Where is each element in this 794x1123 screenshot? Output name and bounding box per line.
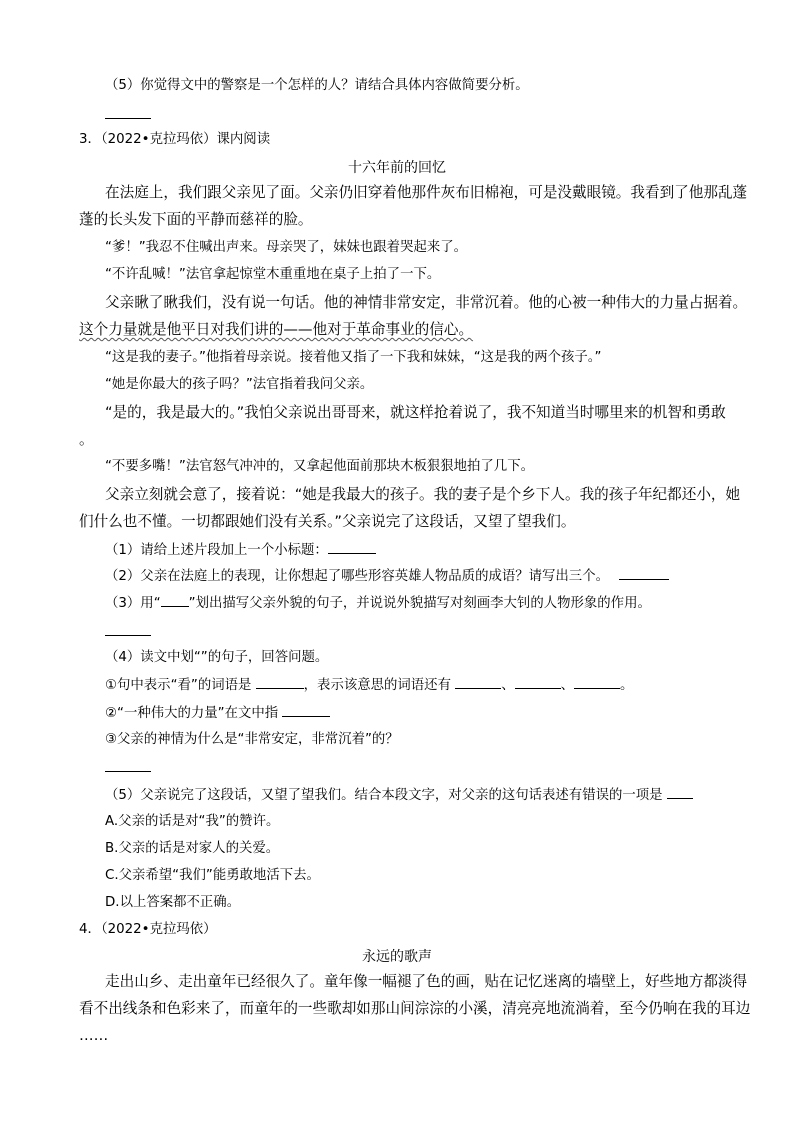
- question-2-5: （5）你觉得文中的警察是一个怎样的人？请结合具体内容做简要分析。: [105, 78, 529, 93]
- answer-blank: [515, 676, 561, 689]
- answer-blank: [105, 118, 151, 119]
- sub-question-4-2: ②“一种伟大的力量”在文中指: [105, 704, 330, 723]
- question-4-header: 4．（2022•克拉玛依）: [79, 922, 217, 937]
- sub-question-1: （1）请给上述片段加上一个小标题：: [105, 541, 376, 560]
- answer-blank: [574, 676, 620, 689]
- paragraph-line: 父亲瞅了瞅我们，没有说一句话。他的神情非常安定，非常沉着。他的心被一种伟大的力量占据着。: [105, 294, 748, 311]
- paragraph-line: “是的，我是最大的。”我怕父亲说出哥哥来，就这样抢着说了，我不知道当时哪里来的机智和勇敢: [105, 404, 726, 421]
- paragraph-line: “不许乱喊！”法官拿起惊堂木重重地在桌子上拍了一下。: [105, 267, 441, 282]
- sub-question-4-3: ③父亲的神情为什么是“非常安定，非常沉着”的？: [105, 732, 399, 747]
- paragraph-line: ……: [79, 1027, 109, 1044]
- answer-blank: [667, 786, 693, 799]
- answer-blank: [282, 704, 330, 717]
- option-b: B.父亲的话是对家人的关爱。: [105, 841, 280, 856]
- sub-question-3: （3）用“ ”划出描写父亲外貌的句子，并说说外貌描写对刻画李大钊的人物形象的作用。: [105, 596, 651, 611]
- passage-title: 十六年前的回忆: [348, 160, 446, 176]
- answer-blank: [105, 771, 151, 772]
- sub-question-2: （2）父亲在法庭上的表现，让你想起了哪些形容英雄人物品质的成语？请写出三个。: [105, 567, 669, 586]
- paragraph-line: “她是你最大的孩子吗？”法官指着我问父亲。: [105, 377, 374, 392]
- answer-blank: [619, 567, 669, 580]
- paragraph-line: 在法庭上，我们跟父亲见了面。父亲仍旧穿着他那件灰布旧棉袍，可是没戴眼镜。我看到了他那乱蓬: [105, 184, 748, 201]
- paragraph-line: 走出山乡、走出童年已经很久了。童年像一幅褪了色的画，贴在记忆迷离的墙壁上，好些地方都淡得: [105, 973, 748, 990]
- question-3-header: 3．（2022•克拉玛依）课内阅读: [79, 132, 271, 147]
- answer-blank: [455, 676, 501, 689]
- underline-mark: [161, 594, 189, 607]
- answer-blank: [256, 676, 304, 689]
- passage-title: 永远的歌声: [362, 949, 432, 965]
- option-c: C.父亲希望“我们”能勇敢地活下去。: [105, 868, 320, 883]
- paragraph-line: 们什么也不懂。一切都跟她们没有关系。”父亲说完了这段话，又望了望我们。: [79, 513, 576, 530]
- answer-blank: [328, 541, 376, 554]
- paragraph-line: 蓬的长头发下面的平静而慈祥的脸。: [79, 211, 313, 228]
- option-d: D.以上答案都不正确。: [105, 895, 241, 910]
- paragraph-line: 看不出线条和色彩来了，而童年的一些歌却如那山间淙淙的小溪，清亮亮地流淌着，至今仍响在我的耳边: [79, 1000, 751, 1017]
- paragraph-line: “这是我的妻子。”他指着母亲说。接着他又指了一下我和妹妹，“这是我的两个孩子。”: [105, 350, 602, 365]
- answer-blank: [105, 635, 151, 636]
- paragraph-line: 父亲立刻就会意了，接着说：“她是我最大的孩子。我的妻子是个乡下人。我的孩子年纪都还小，她: [105, 486, 741, 503]
- paragraph-line: “不要多嘴！”法官怒气冲冲的，又拿起他面前那块木板狠狠地拍了几下。: [105, 459, 534, 474]
- option-a: A.父亲的话是对“我”的赞许。: [105, 814, 280, 829]
- sub-question-4: （4）读文中划“”的句子，回答问题。: [105, 650, 329, 665]
- paragraph-line: 。: [79, 431, 94, 448]
- paragraph-line: “爹！”我忍不住喊出声来。母亲哭了，妹妹也跟着哭起来了。: [105, 240, 468, 255]
- sub-question-4-1: ①句中表示“看”的词语是 ，表示该意思的词语还有 、 、 。: [105, 678, 634, 693]
- wavy-underlined-sentence: 这个力量就是他平日对我们讲的——他对于革命事业的信心。: [79, 321, 474, 338]
- sub-question-5: （5）父亲说完了这段话，又望了望我们。结合本段文字，对父亲的这句话表述有错误的一项是: [105, 786, 693, 805]
